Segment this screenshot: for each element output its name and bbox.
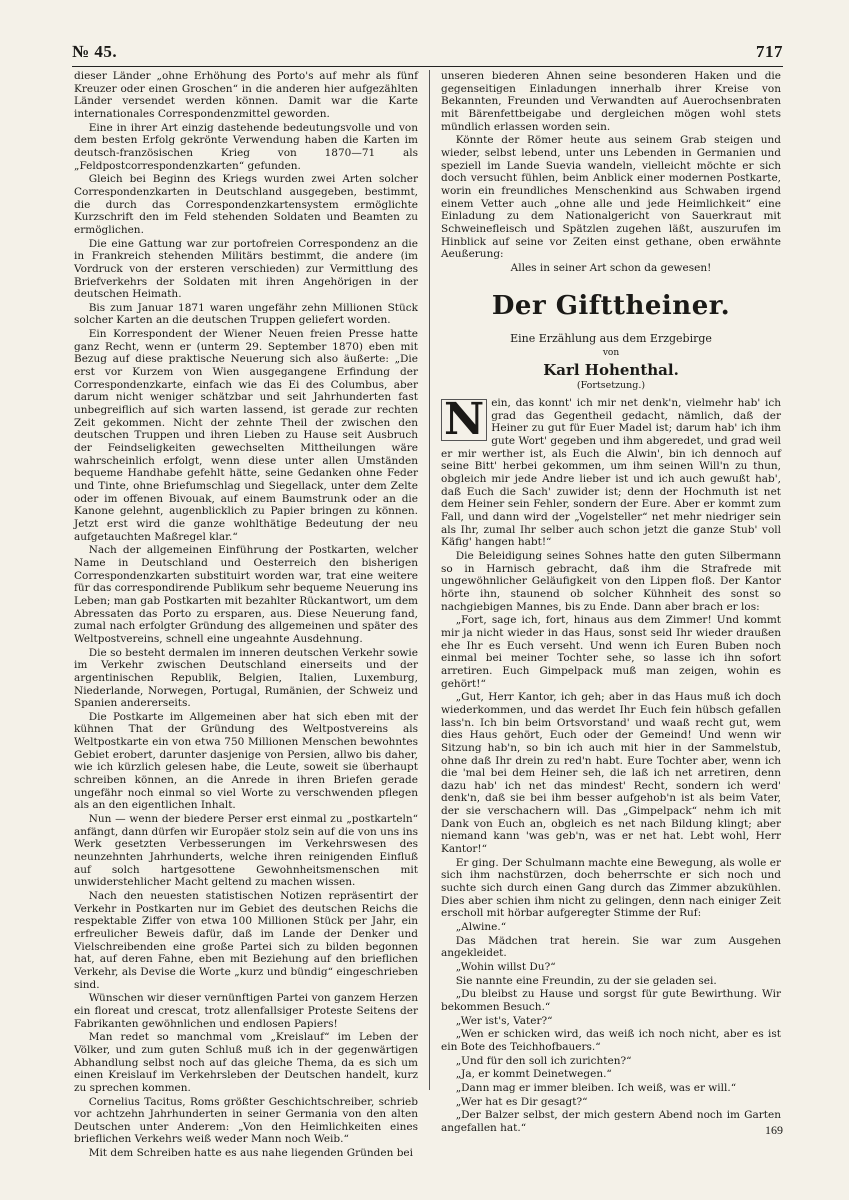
paragraph: „Dann mag er immer bleiben. Ich weiß, was er will.“ bbox=[455, 1081, 737, 1094]
paragraph: Sie nannte eine Freundin, zu der sie geladen sei. bbox=[455, 974, 717, 987]
page-number: 717 bbox=[756, 42, 783, 61]
paragraph: „Der Balzer selbst, der mich gestern Abend noch im Garten angefallen hat.“ bbox=[441, 1109, 781, 1134]
column-divider bbox=[429, 70, 430, 1090]
paragraph: Das Mädchen trat herein. Sie war zum Ausgehen angekleidet. bbox=[441, 934, 781, 960]
issue-number: № 45. bbox=[72, 42, 118, 61]
paragraph: „Fort, sage ich, fort, hinaus aus dem Zimmer! Und kommt mir ja nicht wieder in das Haus, sonst seid Ihr wieder draußen ehe Ihr es Euch verseht. Und wenn ich Euren Buben noch einmal bei meiner Tochter sehe, so lasse ich ihn sofort arretiren. Euch Gimpelpack muß man zeigen, wohin es gehört!“ bbox=[441, 614, 781, 690]
paragraph: dieser Länder „ohne Erhöhung des Porto's auf mehr als fünf Kreuzer oder einen Groschen“ in die anderen hier aufgezählten Länder versendet werden können. Damit war die Karte internationales Correspondenzmittel geworden. bbox=[74, 70, 418, 120]
paragraph: „Wen er schicken wird, das weiß ich noch nicht, aber es ist ein Bote des Teichhofbauers.“ bbox=[441, 1028, 781, 1053]
paragraph: „Alwine.“ bbox=[455, 921, 507, 934]
paragraph: „Wohin willst Du?“ bbox=[455, 961, 556, 973]
story-title: Der Gifttheiner. bbox=[491, 290, 731, 321]
story-continuation: (Fortsetzung.) bbox=[576, 380, 646, 392]
paragraph: Nach den neuesten statistischen Notizen repräsentirt der Verkehr in Postkarten nur im Gebiet des deutschen Reichs die respektable Ziffer von etwa 100 Millionen Stück per Jahr, ein erfreulicher Beweis dafür, daß im Lande der Denker und Vielschreibenden eine große Partei sich zu bilden begonnen hat, auf deren Fahne, eben mit Beziehung auf den brieflichen Verkehr, als Devise die Worte „kurz und bündig“ eingeschrieben sind. bbox=[74, 890, 418, 991]
story-first-paragraph-text: ein, das konnt' ich mir net denk'n, vielmehr hab' ich grad das Gegentheil gedacht, nämlich, daß der Heiner zu gut für Euer Madel ist; darum hab' ich ihm gute Wort' gegeben und ihm abgeredet, und grad weil er mir werther ist, als Euch die Alwin', bin ich dennoch auf seine Bitt' herbei gekommen, um ihm seinen Will'n zu thun, obgleich mir jede Andre lieber ist und ich auch gewußt hab', daß Euch die Sach' zuwider ist; denn der Hochmuth ist net dem Heiner sein Fehler, sondern der Eure. Aber er kommt zum Fall, und dann wird der „Vogelsteller“ net mehr niedriger sein als Ihr, zumal Ihr selber auch schon jetzt die ganze Stub' voll Käfig' hangen habt!“ bbox=[441, 397, 781, 549]
paragraph: Die Beleidigung seines Sohnes hatte den guten Silbermann so in Harnisch gebracht, daß ihm die Strafrede mit ungewöhnlicher Geläufigkeit von den Lippen floß. Der Kantor hörte ihn, staunend ob solcher Kühnheit des sonst so nachgiebigen Mannes, bis zu Ende. Dann aber brach er los: bbox=[441, 550, 781, 613]
paragraph: Gleich bei Beginn des Kriegs wurden zwei Arten solcher Correspondenzkarten in Deutschland ausgegeben, bestimmt, die durch das Correspondenzkartensystem ermöglichte Kurzschrift den im Feld stehenden Soldaten und Beamten zu ermöglichen. bbox=[74, 173, 418, 236]
drop-cap: N bbox=[441, 399, 487, 441]
story-author: Karl Hohenthal. bbox=[543, 360, 679, 379]
paragraph: Eine in ihrer Art einzig dastehende bedeutungsvolle und von dem besten Erfolg gekrönte Verwendung haben die Karten im deutsch-französischen Krieg von 1870—71 als „Feldpostcorrespondenzkarten“ gefunden. bbox=[74, 121, 418, 172]
paragraph: „Und für den soll ich zurichten?“ bbox=[455, 1054, 632, 1067]
paragraph: Ein Korrespondent der Wiener Neuen freien Presse hatte ganz Recht, wenn er (unterm 29. September 1870) eben mit Bezug auf diese praktische Neuerung sich also äußerte: „Die erst vor Kurzem von Wien ausgegangene Erfindung der Correspondenzkarte, einfach wie das Ei des Columbus, aber darum nicht weniger schätzbar und seit Jahrhunderten fast unbegreiflich auf sich warten lassend, ist gerade zur rechten Zeit gekommen. Nicht der zehnte Theil der zwischen den deutschen Truppen und ihren Lieben zu Hause seit Ausbruch der Feindseligkeiten gewechselten Mittheilungen wäre wahrscheinlich erfolgt, wenn diese unter allen Umständen bequeme Handhabe gefehlt hätte, seine Gedanken ohne Feder und Tinte, ohne Briefumschlag und Siegellack, unter dem Zelte oder im offenen Bivouak, auf einem Baumstrunk oder an die Kanone gelehnt, augenblicklich zu Papier bringen zu können. Jetzt erst wird die ganze wohlthätige Bedeutung der neu aufgetauchten Maßregel klar.“ bbox=[74, 328, 418, 543]
story-by: von bbox=[602, 348, 620, 359]
paragraph: Mit dem Schreiben hatte es aus nahe liegenden Gründen bei bbox=[88, 1147, 414, 1160]
paragraph: Könnte der Römer heute aus seinem Grab steigen und wieder, selbst lebend, unter uns Lebenden in Germanien und speziell im Lande Suevia wandeln, vielleicht möchte er sich doch versucht fühlen, beim Anblick einer modernen Postkarte, worin ein freundliches Menschenkind aus Schwaben irgend einem Vetter auch „ohne alle und jede Heimlichkeit“ eine Einladung zu dem Nationalgericht von Sauerkraut mit Schweinefleisch und Spätzlen zugehen läßt, auszurufen im Hinblick auf seine vor Zeiten einst gethane, oben erwähnte Aeußerung: bbox=[441, 134, 781, 261]
paragraph: „Du bleibst zu Hause und sorgst für gute Bewirthung. Wir bekommen Besuch.“ bbox=[441, 988, 781, 1013]
paragraph: unseren biederen Ahnen seine besonderen Haken und die gegenseitigen Einladungen innerhalb ihrer Kreise von Bekannten, Freunden und Verwandten auf Auerochsenbraten mit Bärenfettbeigabe und dergleichen mögen wohl stets mündlich erlassen worden sein. bbox=[441, 70, 781, 133]
folio-number: 169 bbox=[765, 1123, 783, 1137]
paragraph: Die Postkarte im Allgemeinen aber hat sich eben mit der kühnen That der Gründung des Weltpostvereins als Weltpostkarte ein von etwa 750 Millionen Menschen bewohntes Gebiet erobert, darunter dasjenige von Persien, allwo bis daher, wie ich kürzlich gelesen habe, die Leute, soweit sie überhaupt schreiben können, an die Anrede in ihren Briefen gerade ungefähr noch einmal so viel Worte zu verschwenden pflegen als an den eigentlichen Inhalt. bbox=[74, 710, 418, 812]
paragraph: „Wer hat es Dir gesagt?“ bbox=[455, 1095, 588, 1108]
page-header bbox=[72, 22, 783, 67]
paragraph: „Wer ist's, Vater?“ bbox=[455, 1014, 553, 1027]
paragraph: „Gut, Herr Kantor, ich geh; aber in das Haus muß ich doch wiederkommen, und das werdet Ihr Euch fein hübsch gefallen lass'n. Ich bin beim Ortsvorstand' und waaß recht gut, wem dies Haus gehört, Euch oder der Gemeind! Und wenn wir Sitzung hab'n, so bin ich auch mit hier in der Sammelstub, ohne daß Ihr drein zu red'n habt. Eure Tochter aber, wenn ich die 'mal bei dem Heiner seh, die laß ich net arretiren, denn dazu hab' ich net das mindest' Recht, sondern ich werd' denk'n, daß sie bei ihm besser aufgehob'n ist als beim Vater, der sie verschachern will. Das „Gimpelpack“ nehm ich mit Dank von Euch an, obgleich es net nach Bildung klingt; aber niemand kann 'was geb'n, was er net hat. Lebt wohl, Herr Kantor!“ bbox=[441, 691, 781, 856]
story-subtitle: Eine Erzählung aus dem Erzgebirge bbox=[510, 331, 712, 345]
story-first-paragraph bbox=[441, 394, 781, 549]
paragraph: Cornelius Tacitus, Roms größter Geschichtschreiber, schrieb vor achtzehn Jahrhunderten in seiner Germania von den alten Deutschen unter Anderem: „Von den Heimlichkeiten eines brieflichen Verkehrs weiß weder Mann noch Weib.“ bbox=[74, 1095, 418, 1146]
paragraph: Wünschen wir dieser vernünftigen Partei von ganzem Herzen ein floreat und crescat, trotz allenfallsiger Proteste Seitens der Fabrikanten gewöhnlichen und endlosen Papiers! bbox=[74, 992, 418, 1030]
paragraph: Nach der allgemeinen Einführung der Postkarten, welcher Name in Deutschland und Oesterreich den bisherigen Correspondenzkarten substituirt worden war, trat eine weitere für das correspondirende Publikum sehr bequeme Neuerung ins Leben; man gab Postkarten mit bezahlter Rückantwort, um dem Abressaten das Porto zu ersparen, aus. Diese Neuerung fand, zumal nach erfolgter Gründung des allgemeinen und später des Weltpostvereins, schnell eine ungeahnte Ausdehnung. bbox=[74, 544, 418, 645]
paragraph: Die eine Gattung war zur portofreien Correspondenz an die in Frankreich stehenden Militärs bestimmt, die andere (im Vordruck von der ersteren verschieden) zur Vermittlung des Briefverkehrs der Soldaten mit ihren Angehörigen in der deutschen Heimath. bbox=[74, 237, 418, 301]
paragraph: Bis zum Januar 1871 waren ungefähr zehn Millionen Stück solcher Karten an die deutschen Truppen geliefert worden. bbox=[74, 301, 418, 327]
quote-line: Alles in seiner Art schon da gewesen! bbox=[510, 261, 712, 274]
paragraph: Die so besteht dermalen im inneren deutschen Verkehr sowie im Verkehr zwischen Deutschland einerseits und der argentinischen Republik, Belgien, Italien, Luxemburg, Niederlande, Norwegen, Portugal, Rumänien, der Schweiz und Spanien andererseits. bbox=[74, 646, 418, 710]
left-column bbox=[74, 70, 418, 1160]
paragraph: Nun — wenn der biedere Perser erst einmal zu „postkarteln“ anfängt, dann dürfen wir Europäer stolz sein auf die von uns ins Werk gesetzten Verbesserungen im Verkehrswesen des neunzehnten Jahrhunderts, welche ihren reinigenden Einfluß auf solch hartgesottene Gewohnheitsmenschen mit unwiderstehlicher Macht geltend zu machen wissen. bbox=[74, 813, 418, 889]
paragraph: Man redet so manchmal vom „Kreislauf“ im Leben der Völker, und zum guten Schluß muß ich in der gegenwärtigen Abhandlung selbst noch auf das gleiche Thema, da es sich um einen Kreislauf im Verkehrsleben der Deutschen handelt, kurz zu sprechen kommen. bbox=[74, 1031, 418, 1094]
paragraph: Er ging. Der Schulmann machte eine Bewegung, als wolle er sich ihm nachstürzen, doch beherrschte er sich noch und suchte sich durch einen Gang durch das Zimmer abzukühlen. Dies aber schien ihm nicht zu gelingen, denn nach einiger Zeit erscholl mit hörbar aufgeregter Stimme der Ruf: bbox=[441, 856, 781, 920]
paragraph: „Ja, er kommt Deinetwegen.“ bbox=[455, 1068, 612, 1081]
